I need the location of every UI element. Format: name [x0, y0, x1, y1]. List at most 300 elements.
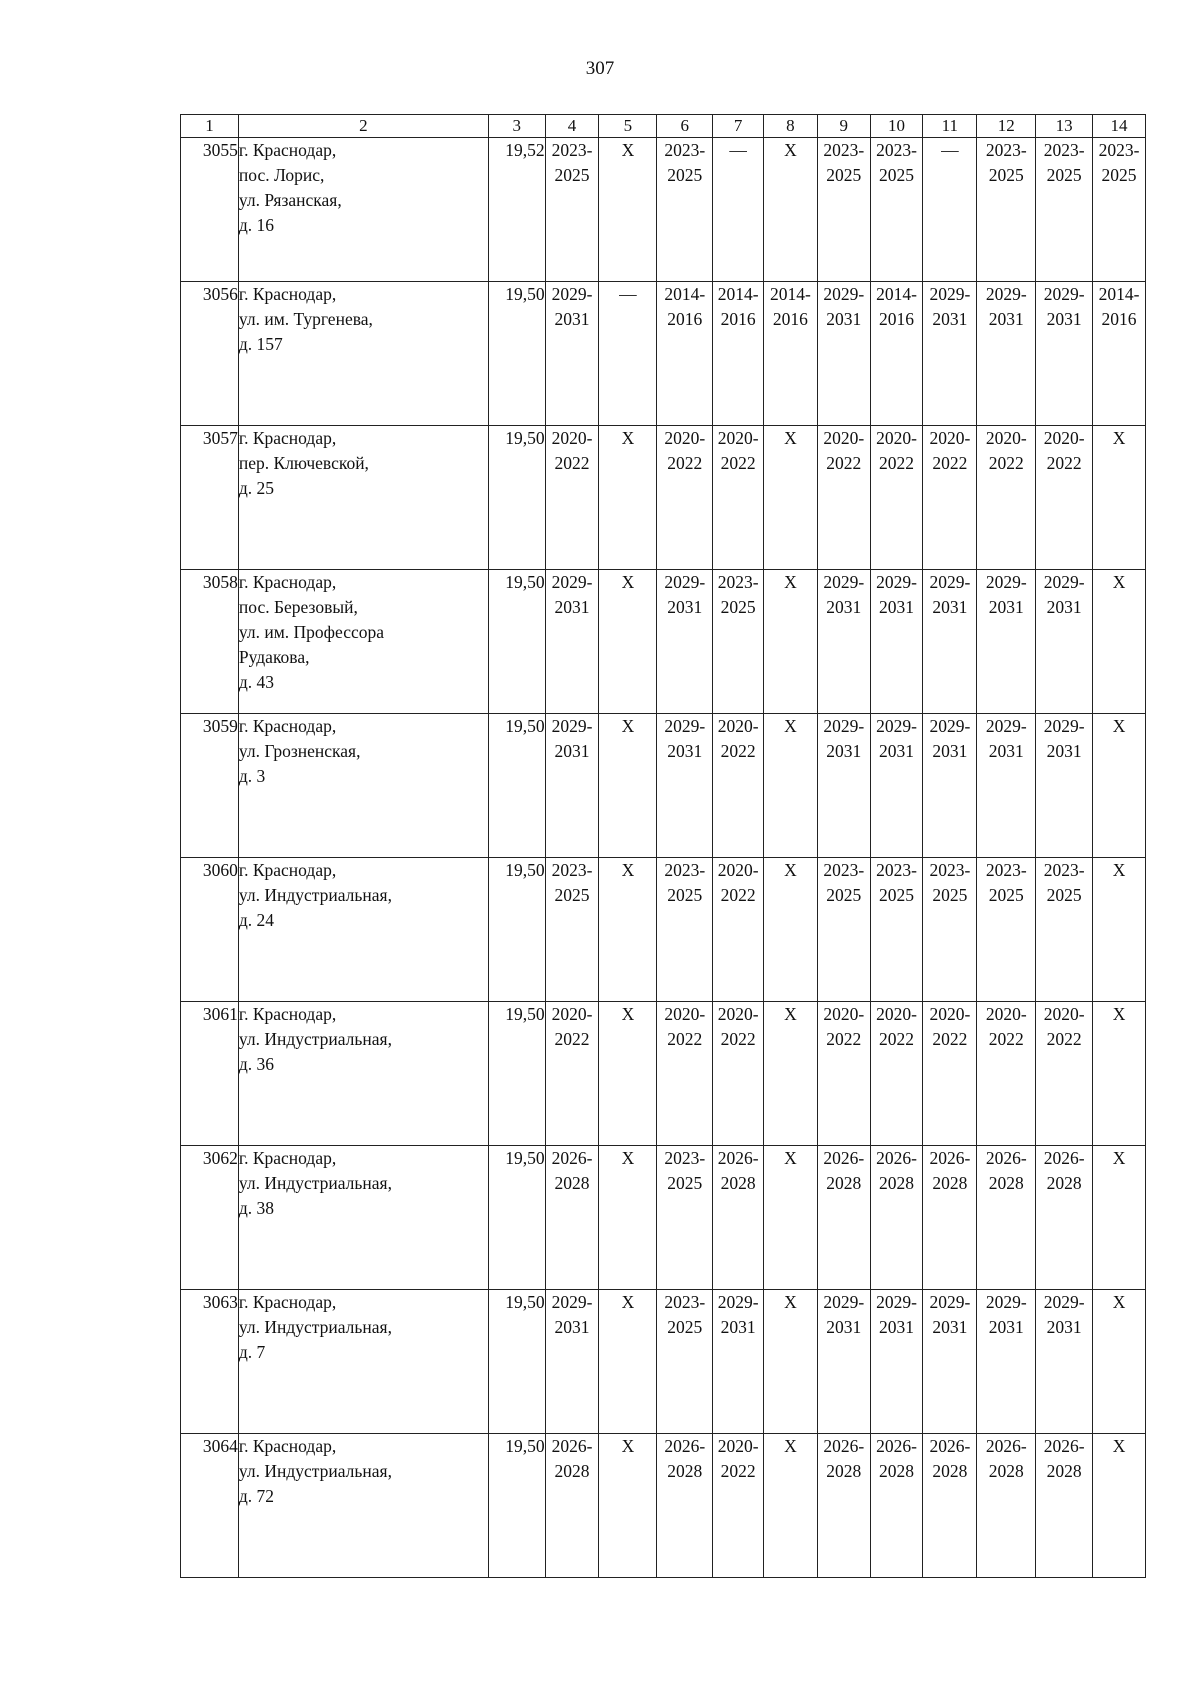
period-value: Х [621, 572, 635, 592]
period-cell-col-5 [599, 570, 657, 714]
period-value: Х [621, 140, 635, 160]
period-cell-col-6 [657, 1290, 713, 1434]
period-cell-col-14 [1093, 1434, 1146, 1578]
period-cell-col-13 [1036, 714, 1093, 858]
period-cell-col-9 [817, 858, 870, 1002]
period-value: 2023- 2025 [551, 860, 593, 905]
row-number: 3064 [181, 1434, 239, 1578]
period-cell-col-8 [764, 858, 818, 1002]
period-value: 2029- 2031 [823, 572, 865, 617]
table-row [181, 138, 1146, 282]
period-value: 2026- 2028 [985, 1148, 1027, 1193]
period-value: Х [1112, 716, 1126, 736]
address-line: Рудакова, [238, 647, 310, 667]
period-cell-col-10 [870, 138, 923, 282]
address-line: д. 157 [238, 334, 283, 354]
area-cell: 19,52 [488, 138, 545, 282]
period-cell-col-8 [764, 1002, 818, 1146]
period-cell-col-9 [817, 1434, 870, 1578]
period-value: Х [784, 1148, 797, 1168]
period-cell-col-8 [764, 570, 818, 714]
period-cell-col-5 [599, 426, 657, 570]
period-value: Х [1112, 572, 1126, 592]
period-cell-col-12 [977, 138, 1036, 282]
period-value: 2023- 2025 [1043, 860, 1085, 905]
address-line: г. Краснодар, [238, 1436, 337, 1456]
period-value: 2026- 2028 [876, 1436, 917, 1481]
period-value: 2020- 2022 [985, 1004, 1027, 1049]
period-cell-col-6 [657, 1146, 713, 1290]
period-cell-col-11 [923, 1002, 977, 1146]
period-cell-col-7 [713, 1290, 764, 1434]
period-value: 2023- 2025 [551, 140, 593, 185]
period-value: Х [621, 428, 635, 448]
table-body [181, 138, 1146, 1578]
table-row [181, 1002, 1146, 1146]
period-value: Х [784, 1436, 797, 1456]
period-cell-col-5 [599, 1146, 657, 1290]
period-cell-col-11 [923, 1434, 977, 1578]
period-value: 2014- 2016 [664, 284, 706, 329]
period-cell-col-7 [713, 426, 764, 570]
period-cell-col-10 [870, 1434, 923, 1578]
period-cell-col-7 [713, 1434, 764, 1578]
table-row [181, 858, 1146, 1002]
period-cell-col-6 [657, 570, 713, 714]
period-cell-col-10 [870, 714, 923, 858]
period-value: Х [621, 1436, 635, 1456]
period-cell-col-8 [764, 1434, 818, 1578]
row-number: 3062 [181, 1146, 239, 1290]
period-value: 2029- 2031 [985, 1292, 1027, 1337]
period-cell-col-13 [1036, 1146, 1093, 1290]
period-cell-col-10 [870, 858, 923, 1002]
period-cell-col-4 [545, 426, 599, 570]
period-value: 2029- 2031 [664, 716, 706, 761]
period-value: 2029- 2031 [929, 1292, 971, 1337]
period-value: 2026- 2028 [823, 1436, 865, 1481]
period-cell-col-11 [923, 858, 977, 1002]
period-value: — [941, 140, 959, 160]
period-value: Х [784, 1004, 797, 1024]
address-line: д. 43 [238, 672, 275, 692]
period-cell-col-6 [657, 138, 713, 282]
period-cell-col-10 [870, 1002, 923, 1146]
period-value: 2014- 2016 [717, 284, 759, 329]
period-value: 2020- 2022 [717, 860, 759, 905]
header-cell-11: 11 [923, 115, 977, 138]
period-cell-col-11 [923, 1146, 977, 1290]
address-cell [238, 1290, 488, 1434]
period-value: Х [621, 1004, 635, 1024]
period-cell-col-4 [545, 138, 599, 282]
row-number: 3057 [181, 426, 239, 570]
period-cell-col-12 [977, 570, 1036, 714]
table-row [181, 570, 1146, 714]
header-cell-10: 10 [870, 115, 923, 138]
period-value: 2023- 2025 [876, 860, 917, 905]
period-value: Х [1112, 860, 1126, 880]
area-cell: 19,50 [488, 858, 545, 1002]
period-cell-col-11 [923, 570, 977, 714]
period-cell-col-5 [599, 1002, 657, 1146]
address-line: д. 3 [238, 766, 266, 786]
period-cell-col-11 [923, 1290, 977, 1434]
period-value: 2020- 2022 [823, 428, 865, 473]
header-cell-1: 1 [181, 115, 239, 138]
period-value: 2023- 2025 [985, 860, 1027, 905]
address-line: ул. Индустриальная, [238, 1029, 392, 1049]
address-line: ул. им. Тургенева, [238, 309, 373, 329]
address-cell [238, 282, 488, 426]
period-value: 2023- 2025 [876, 140, 917, 185]
period-value: 2029- 2031 [985, 284, 1027, 329]
period-value: Х [621, 1292, 635, 1312]
period-value: 2029- 2031 [823, 1292, 865, 1337]
address-line: ул. Индустриальная, [238, 1173, 392, 1193]
address-line: ул. Индустриальная, [238, 885, 392, 905]
period-value: 2029- 2031 [929, 716, 971, 761]
period-value: 2023- 2025 [664, 140, 706, 185]
period-value: 2023- 2025 [664, 860, 706, 905]
period-cell-col-5 [599, 1290, 657, 1434]
period-cell-col-11 [923, 714, 977, 858]
period-value: 2020- 2022 [1043, 428, 1085, 473]
period-value: 2029- 2031 [1043, 572, 1085, 617]
address-line: пер. Ключевской, [238, 453, 369, 473]
period-value: 2029- 2031 [664, 572, 706, 617]
period-cell-col-7 [713, 1002, 764, 1146]
period-cell-col-10 [870, 282, 923, 426]
period-cell-col-14 [1093, 426, 1146, 570]
address-line: г. Краснодар, [238, 1292, 337, 1312]
table-row [181, 1146, 1146, 1290]
period-cell-col-9 [817, 1146, 870, 1290]
period-value: 2026- 2028 [551, 1148, 593, 1193]
period-cell-col-9 [817, 426, 870, 570]
period-value: 2020- 2022 [929, 428, 971, 473]
header-cell-9: 9 [817, 115, 870, 138]
address-line: д. 38 [238, 1198, 275, 1218]
period-cell-col-5 [599, 282, 657, 426]
period-value: 2020- 2022 [664, 1004, 706, 1049]
period-cell-col-4 [545, 1146, 599, 1290]
address-cell [238, 858, 488, 1002]
header-cell-14: 14 [1093, 115, 1146, 138]
period-value: 2029- 2031 [985, 572, 1027, 617]
period-value: 2026- 2028 [929, 1148, 971, 1193]
period-cell-col-8 [764, 138, 818, 282]
period-cell-col-13 [1036, 858, 1093, 1002]
period-cell-col-9 [817, 714, 870, 858]
period-value: Х [1112, 1436, 1126, 1456]
period-cell-col-11 [923, 282, 977, 426]
period-cell-col-12 [977, 282, 1036, 426]
period-cell-col-12 [977, 1434, 1036, 1578]
row-number: 3060 [181, 858, 239, 1002]
period-cell-col-5 [599, 858, 657, 1002]
period-cell-col-6 [657, 1434, 713, 1578]
row-number: 3061 [181, 1002, 239, 1146]
address-cell [238, 426, 488, 570]
period-cell-col-12 [977, 1290, 1036, 1434]
period-value: 2020- 2022 [876, 1004, 917, 1049]
row-number: 3063 [181, 1290, 239, 1434]
address-line: д. 7 [238, 1342, 266, 1362]
period-cell-col-6 [657, 714, 713, 858]
address-line: ул. Грозненская, [238, 741, 361, 761]
period-cell-col-9 [817, 138, 870, 282]
period-value: Х [784, 1292, 797, 1312]
period-cell-col-9 [817, 282, 870, 426]
period-value: 2020- 2022 [985, 428, 1027, 473]
period-value: 2029- 2031 [985, 716, 1027, 761]
period-cell-col-7 [713, 1146, 764, 1290]
period-value: Х [621, 860, 635, 880]
period-value: 2020- 2022 [717, 428, 759, 473]
period-value: Х [1112, 428, 1126, 448]
header-cell-2: 2 [238, 115, 488, 138]
period-value: 2026- 2028 [823, 1148, 865, 1193]
period-value: 2020- 2022 [1043, 1004, 1085, 1049]
period-value: 2020- 2022 [717, 716, 759, 761]
header-cell-3: 3 [488, 115, 545, 138]
table-row [181, 1290, 1146, 1434]
period-cell-col-13 [1036, 1002, 1093, 1146]
header-cell-6: 6 [657, 115, 713, 138]
period-cell-col-9 [817, 1290, 870, 1434]
address-cell [238, 570, 488, 714]
address-line: ул. им. Профессора [238, 622, 385, 642]
header-cell-8: 8 [764, 115, 818, 138]
address-cell [238, 1146, 488, 1290]
period-value: 2029- 2031 [876, 716, 917, 761]
period-cell-col-13 [1036, 1434, 1093, 1578]
period-value: 2023- 2025 [664, 1292, 706, 1337]
period-value: 2026- 2028 [1043, 1148, 1085, 1193]
period-value: 2026- 2028 [985, 1436, 1027, 1481]
period-cell-col-12 [977, 714, 1036, 858]
period-cell-col-10 [870, 1290, 923, 1434]
address-line: г. Краснодар, [238, 1004, 337, 1024]
period-cell-col-4 [545, 1434, 599, 1578]
area-cell: 19,50 [488, 570, 545, 714]
period-cell-col-4 [545, 1002, 599, 1146]
period-value: Х [784, 716, 797, 736]
address-line: г. Краснодар, [238, 140, 337, 160]
period-value: 2029- 2031 [717, 1292, 759, 1337]
period-cell-col-13 [1036, 282, 1093, 426]
period-cell-col-4 [545, 858, 599, 1002]
area-cell: 19,50 [488, 1002, 545, 1146]
period-value: Х [621, 1148, 635, 1168]
area-cell: 19,50 [488, 714, 545, 858]
address-line: д. 36 [238, 1054, 275, 1074]
area-cell: 19,50 [488, 282, 545, 426]
period-cell-col-7 [713, 858, 764, 1002]
period-cell-col-11 [923, 138, 977, 282]
period-value: 2029- 2031 [551, 1292, 593, 1337]
address-line: пос. Лорис, [238, 165, 325, 185]
period-cell-col-13 [1036, 570, 1093, 714]
period-cell-col-14 [1093, 1146, 1146, 1290]
period-value: 2029- 2031 [929, 284, 971, 329]
period-cell-col-12 [977, 1002, 1036, 1146]
period-cell-col-6 [657, 282, 713, 426]
header-row [181, 115, 1146, 138]
period-value: Х [784, 860, 797, 880]
period-value: 2020- 2022 [664, 428, 706, 473]
period-value: 2026- 2028 [876, 1148, 917, 1193]
period-value: 2026- 2028 [551, 1436, 593, 1481]
period-value: Х [621, 716, 635, 736]
period-value: 2020- 2022 [717, 1436, 759, 1481]
row-number: 3056 [181, 282, 239, 426]
period-cell-col-8 [764, 1290, 818, 1434]
period-cell-col-8 [764, 282, 818, 426]
period-cell-col-14 [1093, 858, 1146, 1002]
period-cell-col-14 [1093, 714, 1146, 858]
area-cell: 19,50 [488, 1434, 545, 1578]
period-value: 2014- 2016 [1098, 284, 1140, 329]
period-cell-col-8 [764, 1146, 818, 1290]
period-value: 2029- 2031 [876, 1292, 917, 1337]
period-cell-col-14 [1093, 1290, 1146, 1434]
period-cell-col-14 [1093, 1002, 1146, 1146]
period-value: 2020- 2022 [717, 1004, 759, 1049]
period-value: 2029- 2031 [551, 716, 593, 761]
period-cell-col-10 [870, 1146, 923, 1290]
period-value: 2023- 2025 [1098, 140, 1140, 185]
period-value: 2029- 2031 [551, 572, 593, 617]
period-cell-col-8 [764, 426, 818, 570]
period-cell-col-4 [545, 1290, 599, 1434]
period-value: 2029- 2031 [1043, 716, 1085, 761]
period-value: 2023- 2025 [664, 1148, 706, 1193]
period-cell-col-7 [713, 138, 764, 282]
period-value: 2029- 2031 [823, 716, 865, 761]
period-cell-col-5 [599, 138, 657, 282]
address-line: г. Краснодар, [238, 716, 337, 736]
address-line: ул. Индустриальная, [238, 1317, 392, 1337]
address-line: г. Краснодар, [238, 1148, 337, 1168]
address-line: ул. Индустриальная, [238, 1461, 392, 1481]
period-cell-col-13 [1036, 1290, 1093, 1434]
period-value: 2026- 2028 [1043, 1436, 1085, 1481]
period-cell-col-7 [713, 570, 764, 714]
period-cell-col-10 [870, 426, 923, 570]
area-cell: 19,50 [488, 426, 545, 570]
address-line: г. Краснодар, [238, 284, 337, 304]
row-number: 3055 [181, 138, 239, 282]
period-cell-col-14 [1093, 570, 1146, 714]
period-value: Х [784, 140, 797, 160]
table-row [181, 426, 1146, 570]
address-line: д. 72 [238, 1486, 275, 1506]
period-value: 2029- 2031 [823, 284, 865, 329]
period-cell-col-12 [977, 426, 1036, 570]
row-number: 3058 [181, 570, 239, 714]
period-value: 2026- 2028 [664, 1436, 706, 1481]
page-number: 307 [585, 58, 615, 79]
period-value: — [729, 140, 747, 160]
header-cell-12: 12 [977, 115, 1036, 138]
period-value: 2023- 2025 [1043, 140, 1085, 185]
period-cell-col-11 [923, 426, 977, 570]
period-value: Х [1112, 1004, 1126, 1024]
period-value: 2029- 2031 [1043, 284, 1085, 329]
period-value: Х [784, 428, 797, 448]
header-cell-7: 7 [713, 115, 764, 138]
period-value: 2023- 2025 [717, 572, 759, 617]
column-number-header [181, 115, 1146, 138]
period-value: 2023- 2025 [985, 140, 1027, 185]
period-value: 2026- 2028 [929, 1436, 971, 1481]
period-value: 2014- 2016 [876, 284, 917, 329]
header-cell-13: 13 [1036, 115, 1093, 138]
table-row [181, 282, 1146, 426]
period-cell-col-4 [545, 282, 599, 426]
address-cell [238, 714, 488, 858]
period-value: 2023- 2025 [823, 140, 865, 185]
period-value: 2029- 2031 [929, 572, 971, 617]
period-value: 2026- 2028 [717, 1148, 759, 1193]
period-value: 2029- 2031 [1043, 1292, 1085, 1337]
period-cell-col-12 [977, 858, 1036, 1002]
period-cell-col-12 [977, 1146, 1036, 1290]
period-cell-col-6 [657, 1002, 713, 1146]
period-cell-col-6 [657, 426, 713, 570]
period-cell-col-10 [870, 570, 923, 714]
period-cell-col-5 [599, 1434, 657, 1578]
header-cell-5: 5 [599, 115, 657, 138]
period-value: 2020- 2022 [929, 1004, 971, 1049]
area-cell: 19,50 [488, 1146, 545, 1290]
period-cell-col-4 [545, 570, 599, 714]
address-line: г. Краснодар, [238, 428, 337, 448]
period-cell-col-7 [713, 714, 764, 858]
period-value: 2020- 2022 [876, 428, 917, 473]
address-line: пос. Березовый, [238, 597, 358, 617]
period-value: 2020- 2022 [551, 428, 593, 473]
period-cell-col-13 [1036, 426, 1093, 570]
address-line: ул. Рязанская, [238, 190, 342, 210]
period-value: Х [784, 572, 797, 592]
period-cell-col-9 [817, 1002, 870, 1146]
period-cell-col-6 [657, 858, 713, 1002]
period-cell-col-14 [1093, 138, 1146, 282]
period-cell-col-7 [713, 282, 764, 426]
period-value: 2023- 2025 [929, 860, 971, 905]
period-cell-col-13 [1036, 138, 1093, 282]
address-line: г. Краснодар, [238, 860, 337, 880]
period-value: Х [1112, 1292, 1126, 1312]
period-cell-col-5 [599, 714, 657, 858]
table-row [181, 714, 1146, 858]
period-value: 2023- 2025 [823, 860, 865, 905]
table-row [181, 1434, 1146, 1578]
address-line: г. Краснодар, [238, 572, 337, 592]
period-value: 2014- 2016 [770, 284, 811, 329]
period-cell-col-8 [764, 714, 818, 858]
header-cell-4: 4 [545, 115, 599, 138]
period-value: — [619, 284, 637, 304]
housing-register-table [180, 114, 1146, 1578]
period-cell-col-9 [817, 570, 870, 714]
period-cell-col-14 [1093, 282, 1146, 426]
period-value: 2020- 2022 [551, 1004, 593, 1049]
address-line: д. 24 [238, 910, 275, 930]
